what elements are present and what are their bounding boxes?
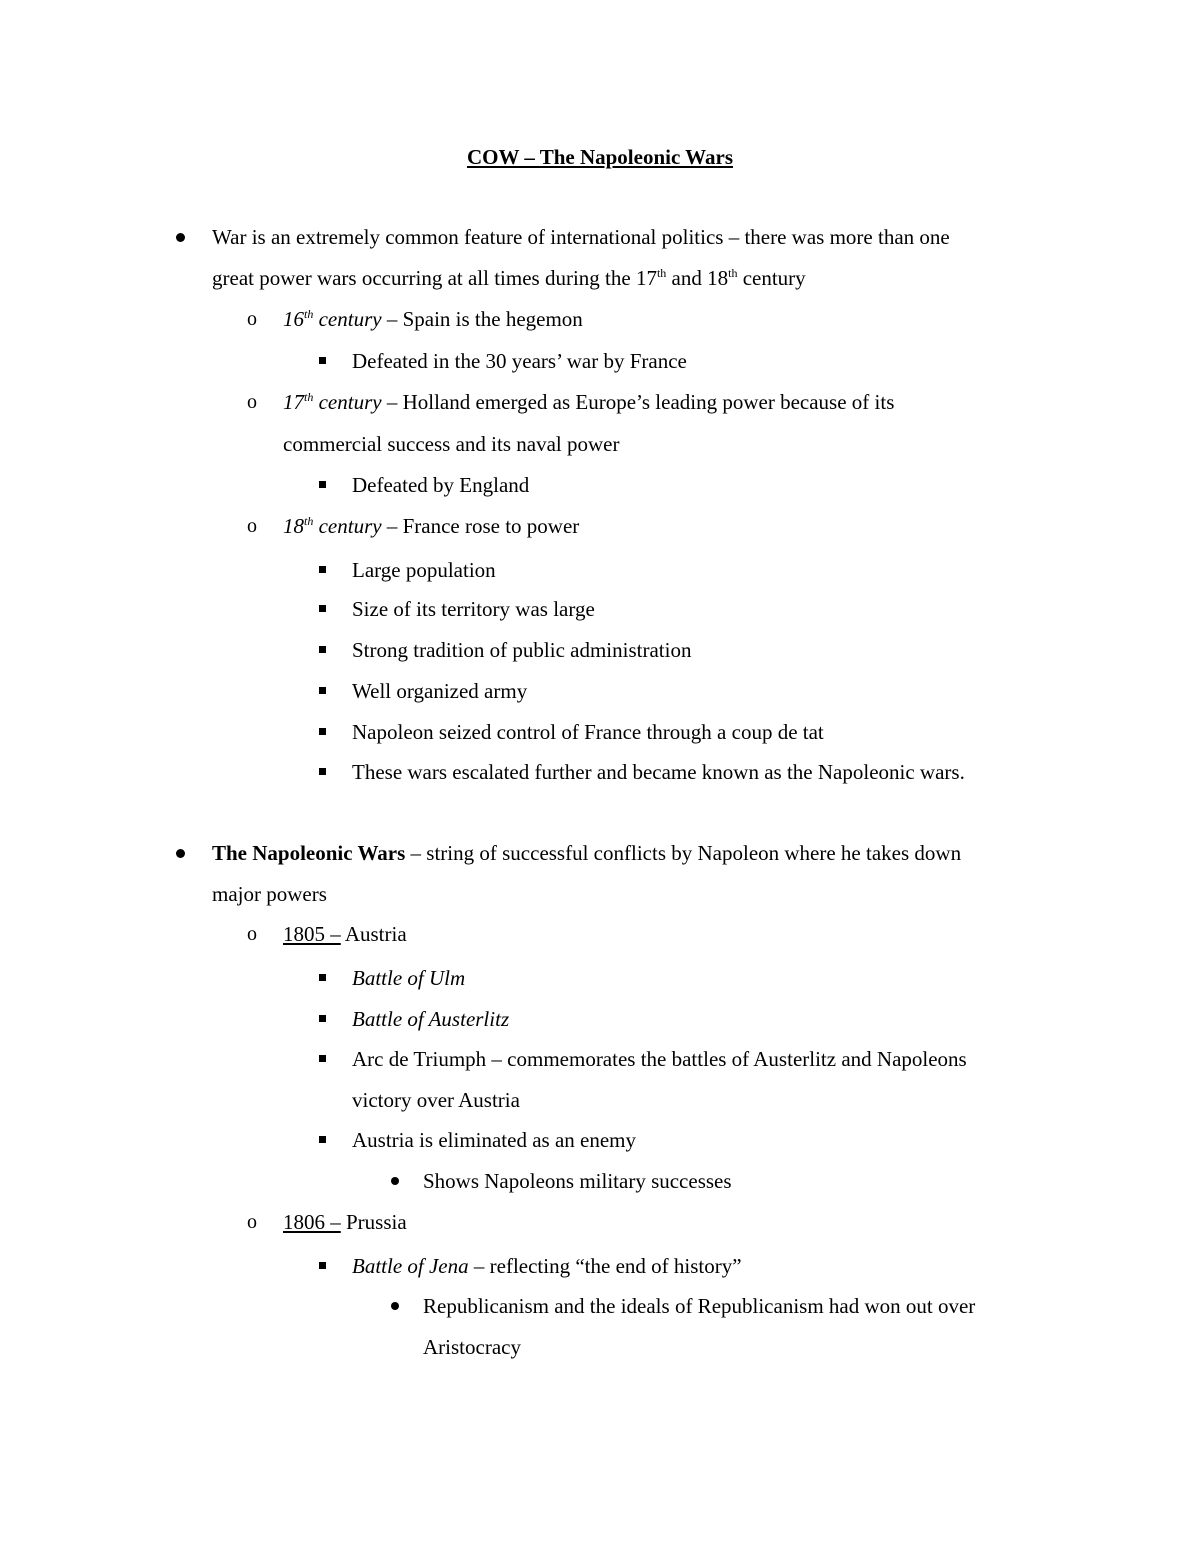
square-bullet-icon: [319, 1015, 326, 1022]
square-bullet-icon: [319, 768, 326, 775]
sub-item: Large population: [352, 558, 496, 582]
circle-bullet-icon: o: [247, 1211, 257, 1233]
circle-bullet-icon: o: [247, 391, 257, 413]
sub-item: Battle of Austerlitz: [352, 1007, 510, 1031]
square-bullet-icon: [319, 1262, 326, 1269]
square-bullet-icon: [319, 646, 326, 653]
sub-item: Size of its territory was large: [352, 597, 595, 621]
square-bullet-icon: [319, 481, 326, 488]
document-title: COW – The Napoleonic Wars: [466, 145, 734, 169]
bullet-text-continued: major powers: [212, 882, 327, 906]
sub-item: Napoleon seized control of France through a coup de tat: [352, 720, 824, 744]
sub-item: These wars escalated further and became known as the Napoleonic wars.: [352, 760, 965, 784]
sub-item: Arc de Triumph – commemorates the battles of Austerlitz and Napoleons: [352, 1047, 967, 1071]
square-bullet-icon: [319, 1055, 326, 1062]
square-bullet-icon: [319, 357, 326, 364]
bullet-dot-icon: [391, 1302, 399, 1310]
sub-item: Battle of Jena – reflecting “the end of history”: [352, 1254, 742, 1278]
year-1805-item: 1805 – Austria: [283, 922, 407, 946]
square-bullet-icon: [319, 728, 326, 735]
square-bullet-icon: [319, 1136, 326, 1143]
bullet-text: War is an extremely common feature of international politics – there was more than one: [212, 225, 950, 249]
sub-sub-item: Shows Napoleons military successes: [423, 1169, 732, 1193]
sub-item: Austria is eliminated as an enemy: [352, 1128, 637, 1152]
bullet-text: The Napoleonic Wars – string of successful conflicts by Napoleon where he takes down: [212, 841, 962, 865]
circle-bullet-icon: o: [247, 308, 257, 330]
sub-item: Defeated by England: [352, 473, 530, 497]
year-1806-item: 1806 – Prussia: [283, 1210, 407, 1234]
circle-bullet-icon: o: [247, 923, 257, 945]
square-bullet-icon: [319, 687, 326, 694]
sub-item: Strong tradition of public administration: [352, 638, 692, 662]
century-17-item: 17th century – Holland emerged as Europe’s leading power because of its: [283, 390, 895, 414]
sub-item: Well organized army: [352, 679, 528, 703]
century-17-item-continued: commercial success and its naval power: [283, 432, 620, 456]
sub-sub-item: Republicanism and the ideals of Republicanism had won out over: [423, 1294, 976, 1318]
square-bullet-icon: [319, 974, 326, 981]
bullet-dot-icon: [176, 849, 185, 858]
sub-item: Defeated in the 30 years’ war by France: [352, 349, 687, 373]
square-bullet-icon: [319, 566, 326, 573]
sub-sub-item-continued: Aristocracy: [423, 1335, 521, 1359]
bullet-dot-icon: [176, 233, 185, 242]
square-bullet-icon: [319, 605, 326, 612]
century-16-item: 16th century – Spain is the hegemon: [283, 307, 583, 331]
bullet-text-continued: great power wars occurring at all times during the 17th and 18th century: [212, 266, 806, 290]
circle-bullet-icon: o: [247, 515, 257, 537]
sub-item: Battle of Ulm: [352, 966, 466, 990]
sub-item-continued: victory over Austria: [352, 1088, 520, 1112]
century-18-item: 18th century – France rose to power: [283, 514, 580, 538]
bullet-dot-icon: [391, 1177, 399, 1185]
